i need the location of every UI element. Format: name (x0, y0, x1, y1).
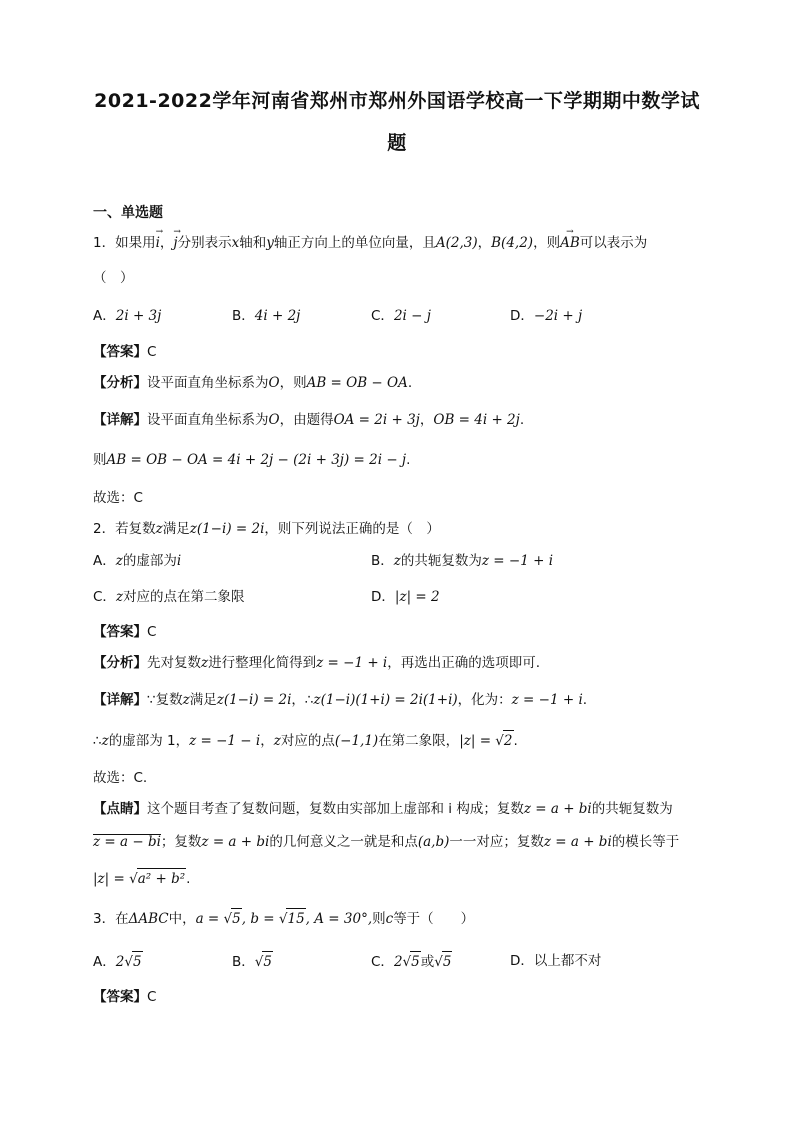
q3-cond: , A = 30°, (305, 911, 373, 927)
sqrt-symbol: √ (254, 954, 264, 970)
option-value: 以上都不对 (533, 953, 602, 969)
q2-stem (93, 519, 440, 539)
detail-mod: |z| = (459, 733, 496, 749)
option-label: D． (510, 308, 534, 324)
option-label: A． (93, 954, 116, 970)
q3-stem-text: 等于（ ） (393, 911, 475, 927)
detail-text: . (406, 452, 411, 468)
option-label: A． (93, 308, 116, 324)
q2-option-d[interactable] (371, 587, 440, 607)
option-z: z (115, 553, 123, 569)
q1-stem-text: 分别表示 (177, 235, 232, 251)
q3-stem-text: 则 (372, 911, 386, 927)
option-label: B． (371, 553, 394, 569)
q1-stem-text: ，则 (533, 235, 561, 251)
answer-tag: 【答案】 (93, 989, 147, 1005)
q2-note (93, 799, 673, 819)
origin-o: O (268, 412, 280, 428)
q1-y: y (266, 235, 274, 251)
option-label: B． (232, 308, 255, 324)
q1-paren: （ ） (93, 270, 134, 286)
option-value: 4i + 2j (254, 308, 301, 324)
note-tag: 【点睛】 (93, 801, 147, 817)
q2-stem-text: 满足 (162, 521, 190, 537)
option-value: z = −1 + i (481, 553, 554, 569)
analysis-text: ，则 (279, 375, 307, 391)
option-value: 2i + 3j (115, 308, 162, 324)
sqrt-symbol: √ (129, 871, 138, 887)
q1-stem-text: ， (159, 235, 174, 251)
q2-detail (93, 690, 587, 710)
option-text: 对应的点在第二象限 (123, 589, 245, 605)
analysis-tag: 【分析】 (93, 655, 147, 671)
q1-stem-text: 1．如果用 (93, 235, 156, 251)
answer-tag: 【答案】 (93, 624, 147, 640)
option-text: 的虚部为 (122, 553, 177, 569)
option-label: A． (93, 553, 116, 569)
detail-text: 设平面直角坐标系为 (147, 412, 269, 428)
analysis-text: ，再选出正确的选项即可. (387, 655, 541, 671)
q1-choose: 故选：C (93, 490, 143, 506)
q1-vec-ab: → AB (560, 233, 580, 253)
doc-title-line1: 2021-2022学年河南省郑州市郑州外国语学校高一下学期期中数学试 (94, 90, 700, 112)
q1-stem (93, 233, 647, 253)
option-i: i (176, 553, 182, 569)
option-text: 的共轭复数为 (400, 553, 482, 569)
detail-text: ， (419, 412, 434, 428)
q1-stem-text: 轴正方向上的单位向量，且 (273, 235, 436, 251)
option-radicand: 5 (410, 951, 421, 972)
note-text: 的几何意义之一就是和点 (269, 834, 418, 850)
option-radicand: 5 (132, 951, 143, 972)
detail-text: 的虚部为 1， (108, 733, 190, 749)
q1-detail (93, 410, 524, 430)
analysis-text: . (407, 375, 413, 391)
detail-text: . (582, 692, 588, 708)
answer-tag: 【答案】 (93, 344, 147, 360)
q3-option-c[interactable] (371, 951, 452, 972)
q1-stem-text: ， (477, 235, 492, 251)
note-text: 的共轭复数为 (591, 801, 673, 817)
detail-text: . (519, 412, 525, 428)
note-eq: z = a + bi (543, 834, 612, 850)
q2-detail-cont (93, 730, 518, 751)
q1-x: x (231, 235, 240, 251)
sqrt-symbol: √ (124, 954, 133, 970)
origin-o: O (268, 375, 280, 391)
q3-radicand: 15 (286, 908, 305, 929)
q1-answer (93, 342, 156, 362)
q1-point-a: A(2,3) (435, 235, 478, 251)
option-z: z (115, 589, 124, 605)
note-text: ；复数 (160, 834, 202, 850)
option-value: 2 (115, 954, 125, 970)
note-eq: z = a − bi (93, 834, 161, 850)
q2-z: z (155, 521, 163, 537)
q3-c: c (385, 911, 394, 927)
sqrt-symbol: √ (223, 911, 233, 927)
detail-eq: z = −1 − i (189, 733, 261, 749)
q2-z: z (201, 655, 209, 671)
note-mod: |z| = (93, 871, 130, 887)
analysis-eq: z = −1 + i (316, 655, 388, 671)
q1-vec-i: → i (156, 233, 160, 253)
option-value: 2 (393, 954, 403, 970)
analysis-eq: AB = OB − OA (306, 375, 408, 391)
detail-radicand: 2 (503, 730, 514, 751)
note-text: . (186, 871, 191, 887)
detail-eq: AB = OB − OA = 4i + 2j − (2i + 3j) = 2i − j (106, 452, 407, 468)
detail-eq: z(1−i)(1+i) = 2i(1+i) (313, 692, 458, 708)
option-label: D． (371, 589, 395, 605)
q2-note-cont (93, 832, 679, 852)
note-radicand: a² + b² (137, 868, 186, 889)
q2-note-mod (93, 868, 190, 889)
q3-stem-text: 中， (168, 911, 196, 927)
q1-option-c[interactable] (371, 306, 431, 326)
q1-vec-j: → j (173, 233, 177, 253)
q3-option-a[interactable] (93, 951, 143, 972)
option-radicand: 5 (442, 951, 453, 972)
sqrt-symbol: √ (495, 733, 504, 749)
option-text: 或 (420, 954, 435, 970)
q1-analysis (93, 373, 412, 393)
detail-eq: OB = 4i + 2j (433, 412, 520, 428)
option-label: C． (371, 308, 394, 324)
q2-answer (93, 622, 156, 642)
note-eq: z = a + bi (201, 834, 270, 850)
detail-text: 满足 (189, 692, 217, 708)
q2-stem-text: ，则下列说法正确的是（ ） (264, 521, 440, 537)
detail-text: 则 (93, 452, 107, 468)
detail-text: ∵复数 (147, 692, 183, 708)
note-text: 这个题目考查了复数问题，复数由实部加上虚部和 i 构成；复数 (147, 801, 524, 817)
q2-z: z (273, 733, 281, 749)
sqrt-symbol: √ (434, 954, 443, 970)
detail-text: ∴ (93, 733, 102, 749)
analysis-tag: 【分析】 (93, 375, 147, 391)
option-label: D． (510, 953, 534, 969)
q3-answer (93, 987, 156, 1007)
note-text: 一一对应；复数 (449, 834, 544, 850)
option-value: |z| = 2 (394, 589, 440, 605)
q1-stem-text: 轴和 (239, 235, 267, 251)
detail-text: . (513, 733, 518, 749)
q2-z: z (101, 733, 109, 749)
analysis-text: 设平面直角坐标系为 (147, 375, 269, 391)
q2-cond: z(1−i) = 2i (189, 521, 265, 537)
option-radicand: 5 (262, 951, 273, 972)
q3-stem-text: 3．在 (93, 911, 129, 927)
q2-option-b[interactable] (371, 551, 553, 571)
q3-option-d[interactable] (510, 951, 601, 971)
detail-text: ， (260, 733, 274, 749)
doc-title-line2: 题 (387, 132, 407, 154)
detail-text: 在第二象限， (378, 733, 460, 749)
detail-tag: 【详解】 (93, 692, 147, 708)
q1-option-b[interactable] (232, 306, 300, 326)
analysis-text: 进行整理化简得到 (208, 655, 317, 671)
q1-point-b: B(4,2) (491, 235, 534, 251)
section-heading: 一、单选题 (93, 205, 163, 221)
q2-option-a[interactable] (93, 551, 181, 571)
option-label: B． (232, 954, 255, 970)
option-value: 2i − j (393, 308, 431, 324)
option-label: C． (93, 589, 116, 605)
q2-choose: 故选：C. (93, 770, 148, 786)
option-label: C． (371, 954, 394, 970)
detail-tag: 【详解】 (93, 412, 147, 428)
option-z: z (393, 553, 401, 569)
q3-option-b[interactable] (232, 951, 273, 972)
detail-eq: z = −1 + i (511, 692, 583, 708)
q3-radicand: 5 (231, 908, 242, 929)
detail-text: ，∴ (291, 692, 314, 708)
q3-stem (93, 908, 474, 929)
detail-point: (−1,1) (334, 733, 379, 749)
detail-text: 对应的点 (280, 733, 335, 749)
q1-detail-cont (93, 450, 410, 470)
q1-stem-text: 可以表示为 (579, 235, 648, 251)
detail-eq: OA = 2i + 3j (333, 412, 420, 428)
q3-triangle: ΔABC (128, 911, 169, 927)
sqrt-symbol: √ (278, 911, 288, 927)
answer-value: C (147, 624, 157, 640)
q2-analysis (93, 653, 540, 673)
note-text: 的模长等于 (611, 834, 680, 850)
detail-text: ，由题得 (279, 412, 334, 428)
q2-z: z (182, 692, 190, 708)
note-eq: z = a + bi (523, 801, 592, 817)
sqrt-symbol: √ (402, 954, 412, 970)
q2-option-c[interactable] (93, 587, 245, 607)
option-value: −2i + j (533, 308, 583, 324)
q1-option-d[interactable] (510, 306, 582, 326)
analysis-text: 先对复数 (147, 655, 201, 671)
detail-text: ，化为： (457, 692, 512, 708)
note-point: (a,b) (417, 834, 450, 850)
answer-value: C (147, 344, 157, 360)
q3-cond: , b = (241, 911, 279, 927)
q2-stem-text: 2．若复数 (93, 521, 156, 537)
detail-eq: z(1−i) = 2i (216, 692, 292, 708)
q1-option-a[interactable] (93, 306, 161, 326)
answer-value: C (147, 989, 157, 1005)
q3-cond: a = (195, 911, 224, 927)
